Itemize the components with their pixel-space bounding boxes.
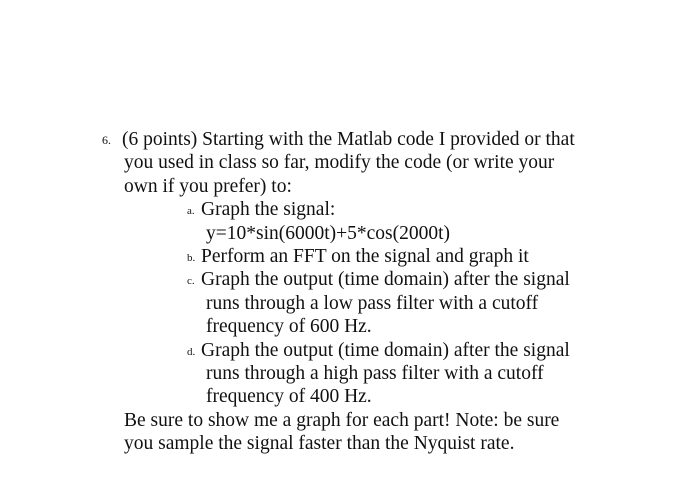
question-6 xyxy=(102,128,662,456)
part-d xyxy=(102,339,662,409)
part-c-line-3: frequency of 600 Hz. xyxy=(206,316,372,338)
part-a-line-1: Graph the signal: xyxy=(201,199,336,221)
part-d-line-3: frequency of 400 Hz. xyxy=(206,386,372,408)
part-d-line-2: runs through a high pass filter with a cutoff xyxy=(206,363,544,385)
question-intro-line-3: own if you prefer) to: xyxy=(124,175,292,197)
question-number: 6. xyxy=(102,133,111,147)
part-b-line-1: Perform an FFT on the signal and graph it xyxy=(201,246,529,268)
part-a-signal-equation: y=10*sin(6000t)+5*cos(2000t) xyxy=(206,222,451,244)
part-a-letter: a. xyxy=(187,205,195,218)
part-c-letter: c. xyxy=(187,275,195,288)
question-intro-line-2: you used in class so far, modify the code (or write your xyxy=(124,152,555,174)
closing-line-2: you sample the signal faster than the Nyquist rate. xyxy=(124,433,515,455)
part-c xyxy=(102,268,662,338)
part-d-line-1: Graph the output (time domain) after the signal xyxy=(201,339,570,361)
part-c-line-2: runs through a low pass filter with a cutoff xyxy=(206,292,539,314)
part-b xyxy=(102,245,662,268)
part-d-letter: d. xyxy=(187,345,196,358)
closing-line-1: Be sure to show me a graph for each part! Note: be sure xyxy=(124,409,560,431)
part-b-letter: b. xyxy=(187,252,196,265)
part-a xyxy=(102,198,662,245)
question-intro-line-1 xyxy=(102,128,662,151)
question-intro-text: (6 points) Starting with the Matlab code I provided or that xyxy=(122,129,575,150)
part-c-line-1: Graph the output (time domain) after the signal xyxy=(201,269,570,291)
